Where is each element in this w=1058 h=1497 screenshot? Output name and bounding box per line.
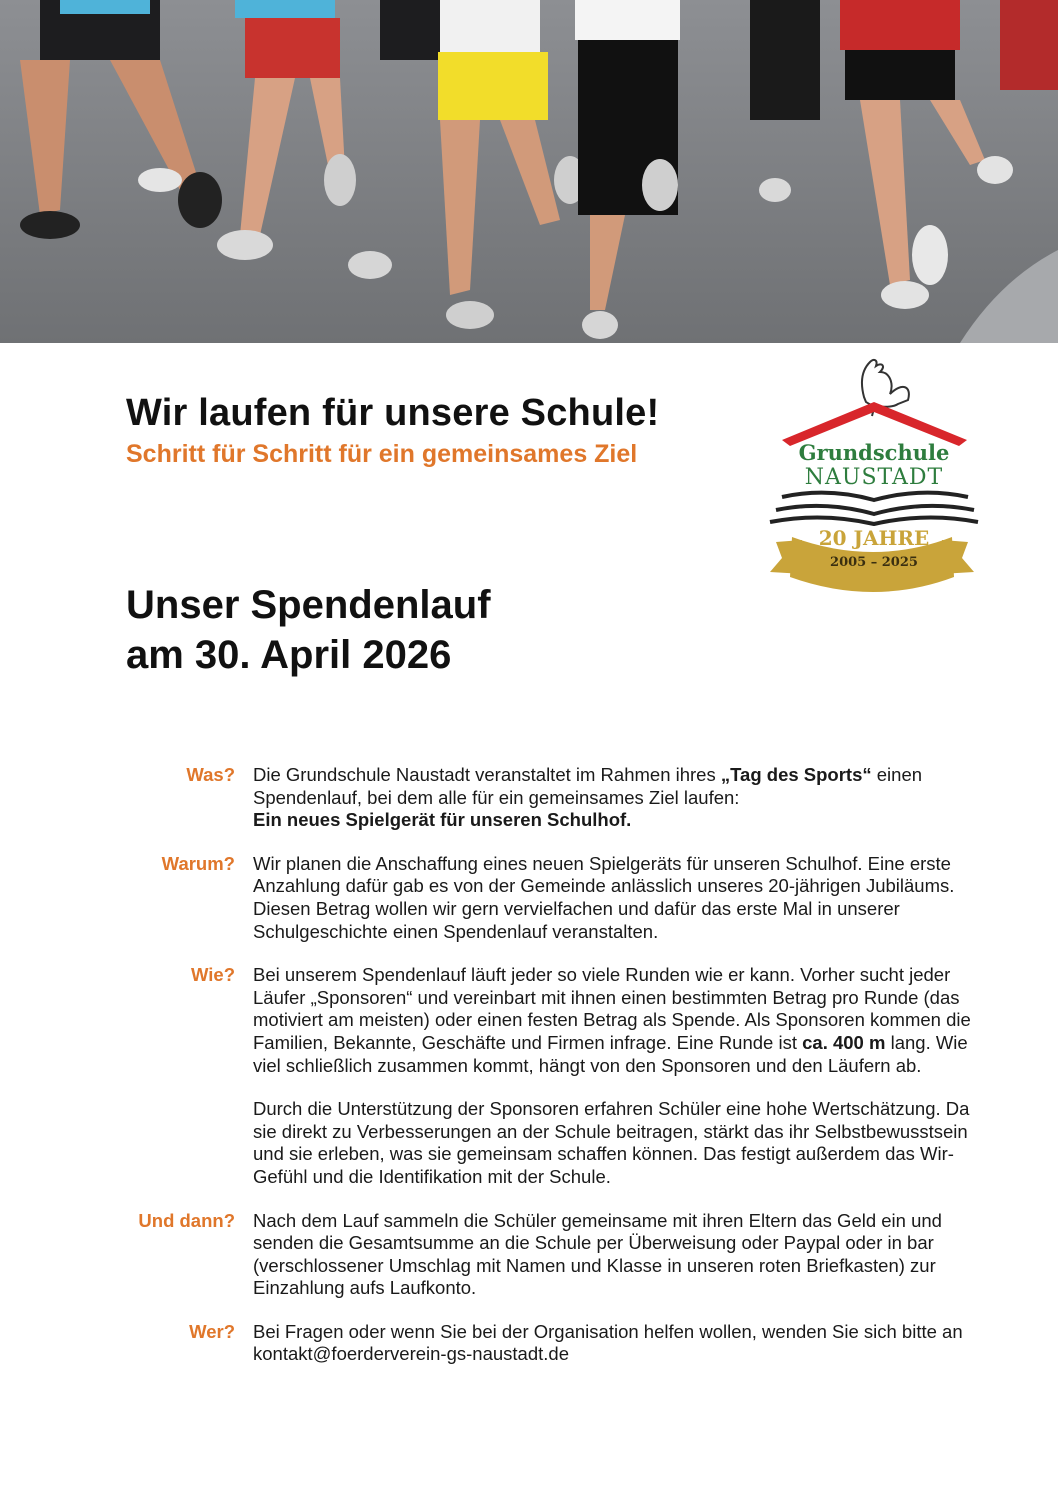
page-subtitle: Schritt für Schritt für ein gemeinsames Ziel — [126, 440, 638, 468]
logo-anniversary: 20 JAHRE — [818, 526, 930, 550]
wie-text-2: lang. Wie viel schließlich zusammen kommt, hängt von den Sponsoren und den Läufern ab. — [253, 1031, 968, 1076]
warum-text: Wir planen die Anschaffung eines neuen Spielgeräts für unseren Schulhof. Eine erste Anzahlung dafür gab es von der Gemeinde anlässlich unseres 20-jährigen Jubiläums. Diesen Betrag wollen wir gern vervielfachen und dafür das erste Mal in unserer Schulgeschichte einen Spendenlauf veranstalten. — [253, 852, 955, 942]
was-text-1: Die Grundschule Naustadt veranstaltet im Rahmen ihres — [253, 764, 721, 785]
section-label: Warum? — [161, 852, 235, 874]
section-label: Was? — [186, 764, 235, 785]
section-text — [253, 964, 990, 1188]
logo-school-line2: NAUSTADT — [804, 465, 944, 490]
logo-years: 2005 – 2025 — [830, 555, 918, 570]
info-section — [120, 764, 990, 1366]
logo-school-line1: Grundschule — [798, 440, 950, 465]
section-wer — [120, 1321, 990, 1366]
wer-text: Bei Fragen oder wenn Sie bei der Organisation helfen wollen, wenden Sie sich bitte an kontakt@foerderverein-gs-naustadt.de — [253, 1320, 963, 1365]
event-date: am 30. April 2026 — [126, 633, 452, 677]
page-title: Wir laufen für unsere Schule! — [126, 392, 660, 434]
was-goal: Ein neues Spielgerät für unseren Schulhof. — [253, 809, 632, 831]
und-dann-text: Nach dem Lauf sammeln die Schüler gemeinsame mit ihren Eltern das Geld ein und senden die Gesamtsumme an die Schule per Überweisung oder Paypal oder in bar (verschlossener Umschlag mit Namen und Klasse in unseren roten Briefkasten) zur Einzahlung aufs Laufkonto. — [253, 1209, 942, 1299]
was-bold-1: „Tag des Sports“ — [720, 764, 872, 785]
event-heading — [126, 580, 491, 680]
section-text — [253, 853, 990, 943]
event-name: Unser Spendenlauf — [126, 583, 491, 627]
wie-text-3: Durch die Unterstützung der Sponsoren erfahren Schüler eine hohe Wertschätzung. Da sie direkt zu Verbesserungen an der Schule beitragen, stärkt das ihr Selbstbewusstsein und sie erleben, was sie gemeinsam schaffen können. Das festigt außerdem das Wir-Gefühl und die Identifikation mit der Schule. — [253, 1098, 970, 1187]
wie-text-1: Bei unserem Spendenlauf läuft jeder so viele Runden wie er kann. Vorher sucht jeder Läufer „Sponsoren“ und vereinbart mit ihnen einen bestimmten Betrag pro Runde (das motiviert am meisten) oder einen festen Betrag als Spende. Als Sponsoren kommen die Familien, Bekannte, Geschäfte und Firmen infrage. Eine Runde ist — [253, 964, 971, 1053]
section-text — [253, 1210, 990, 1300]
section-was — [120, 764, 990, 832]
was-text-2: einen Spendenlauf, bei dem alle für ein gemeinsames Ziel laufen: — [253, 764, 923, 808]
book-icon — [770, 493, 978, 524]
section-label: Wie? — [190, 964, 235, 986]
section-warum — [120, 853, 990, 943]
section-wie — [120, 964, 990, 1188]
hero-image — [0, 0, 1058, 343]
wie-bold: ca. 400 m — [802, 1031, 886, 1053]
section-label: Wer? — [189, 1320, 235, 1342]
section-und-dann — [120, 1210, 990, 1300]
section-text — [253, 764, 990, 832]
section-label: Und dann? — [138, 1209, 235, 1231]
runners-photo — [0, 0, 1058, 343]
school-logo — [762, 352, 982, 597]
section-text — [253, 1321, 990, 1366]
